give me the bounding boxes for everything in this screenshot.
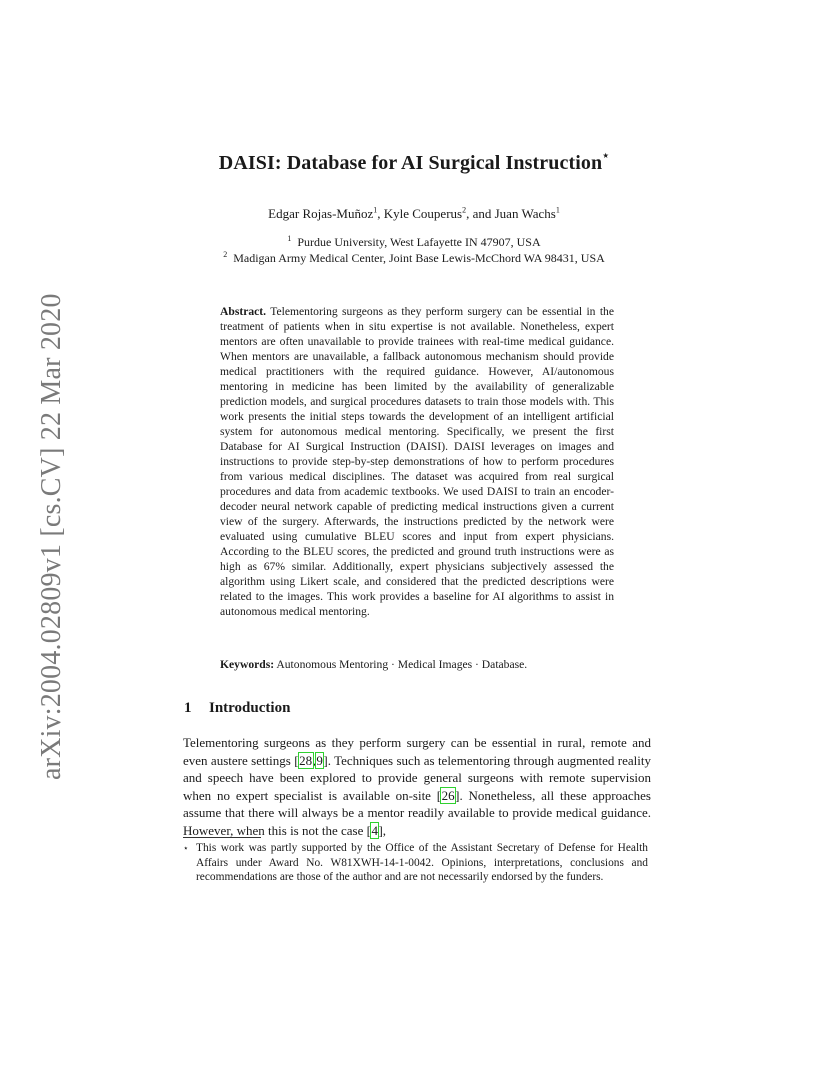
footnote-mark: ⋆ (183, 843, 189, 853)
keywords-text: Autonomous Mentoring · Medical Images · Database. (276, 658, 528, 671)
author-name: Juan Wachs (494, 206, 556, 221)
author-affiliation-mark: 2 (462, 205, 467, 215)
intro-text: . Techniques such as telementoring through augmented reality and speech have been explored to provide general surgeons with remote supervision when no expert specialist is available on-site (183, 752, 651, 803)
affiliation-text: Purdue University, West Lafayette IN 47907, USA (297, 235, 541, 249)
author-name: Kyle Couperus (383, 206, 463, 221)
affiliation-number: 1 (287, 234, 292, 243)
author-affiliation-mark: 1 (373, 205, 378, 215)
author-separator: , (377, 206, 384, 221)
citation-separator: , (312, 752, 316, 768)
arxiv-identifier[interactable]: arXiv:2004.02809v1 [cs.CV] 22 Mar 2020 (36, 293, 67, 780)
section-number: 1 (184, 700, 192, 716)
section-heading (184, 700, 290, 717)
keywords (220, 657, 614, 672)
citation-link[interactable]: 9 (316, 752, 323, 768)
intro-paragraph: Telementoring surgeons as they perform surgery can be essential in rural, remote and even austere settings [28,9]. Techniques such as telementoring through augmented reality and speech have been explored to provide general surgeons with remote supervision when no expert specialist is available on-site [26]. Nonetheless, all these approaches assume that there will always be a mentor readily available to provide medical guidance. However, when this is not the case [4], (183, 735, 651, 838)
affiliation-line (0, 250, 828, 266)
affiliation-text: Madigan Army Medical Center, Joint Base Lewis-McChord WA 98431, USA (233, 251, 605, 265)
citation-link[interactable]: 4 (371, 822, 378, 838)
intro-text: Telementoring surgeons as they perform surgery can be essential in rural, remote and even austere settings (183, 735, 651, 768)
keywords-label: Keywords: (220, 658, 275, 671)
author-separator: , and (466, 206, 495, 221)
abstract-label: Abstract. (220, 305, 267, 318)
footnote-text: This work was partly supported by the Office of the Assistant Secretary of Defense for Health Affairs under Award No. W81XWH-14-1-0042. Opinions, interpretations, conclusions and recommendations are those of the author and are not necessarily endorsed by the funders. (196, 842, 648, 883)
footnote (183, 841, 651, 885)
affiliation-list (0, 234, 828, 266)
footnote-divider (183, 837, 261, 838)
paper-title-text: DAISI: Database for AI Surgical Instruction (218, 152, 603, 174)
affiliation-number: 2 (223, 250, 228, 259)
citation-link[interactable]: 28 (299, 752, 313, 768)
citation-link[interactable]: 26 (441, 787, 455, 803)
abstract (220, 304, 614, 619)
section-title: Introduction (209, 700, 291, 716)
affiliation-line (0, 234, 828, 250)
intro-text: . Nonetheless, all these approaches assume that there will always be a mentor readily available to provide medical guidance. However, when this is not the case (183, 787, 651, 838)
author-affiliation-mark: 1 (555, 205, 560, 215)
author-list (0, 206, 828, 222)
abstract-text: Telementoring surgeons as they perform surgery can be essential in the treatment of patients when in situ expertise is not available. Nonetheless, expert mentors are often unavailable to provide trainees with real-time medical guidance. When mentors are unavailable, a fallback autonomous mechanism should provide medical practitioners with the required guidance. However, AI/autonomous mentoring in medicine has been limited by the availability of generalizable prediction models, and surgical procedures datasets to train those models with. This work presents the initial steps towards the development of an intelligent artificial system for autonomous medical mentoring. Specifically, we present the first Database for AI Surgical Instruction (DAISI). DAISI leverages on images and instructions to provide step-by-step demonstrations of how to perform procedures from various medical disciplines. The dataset was acquired from real surgical procedures and data from academic textbooks. We used DAISI to train an encoder-decoder neural network capable of predicting medical instructions given a current view of the surgery. Afterwards, the instructions predicted by the network were evaluated using cumulative BLEU scores and input from expert physicians. According to the BLEU scores, the predicted and ground truth instructions were as high as 67% similar. Additionally, expert physicians subjectively assessed the algorithm using Likert scale, and considered that the predicted descriptions were related to the images. This work provides a baseline for AI algorithms to assist in autonomous medical mentoring. (220, 305, 614, 618)
title-footnote-mark[interactable]: ⋆ (602, 150, 610, 163)
author-name: Edgar Rojas-Muñoz (268, 206, 374, 221)
intro-text: , (382, 822, 387, 838)
paper-title (0, 152, 828, 175)
